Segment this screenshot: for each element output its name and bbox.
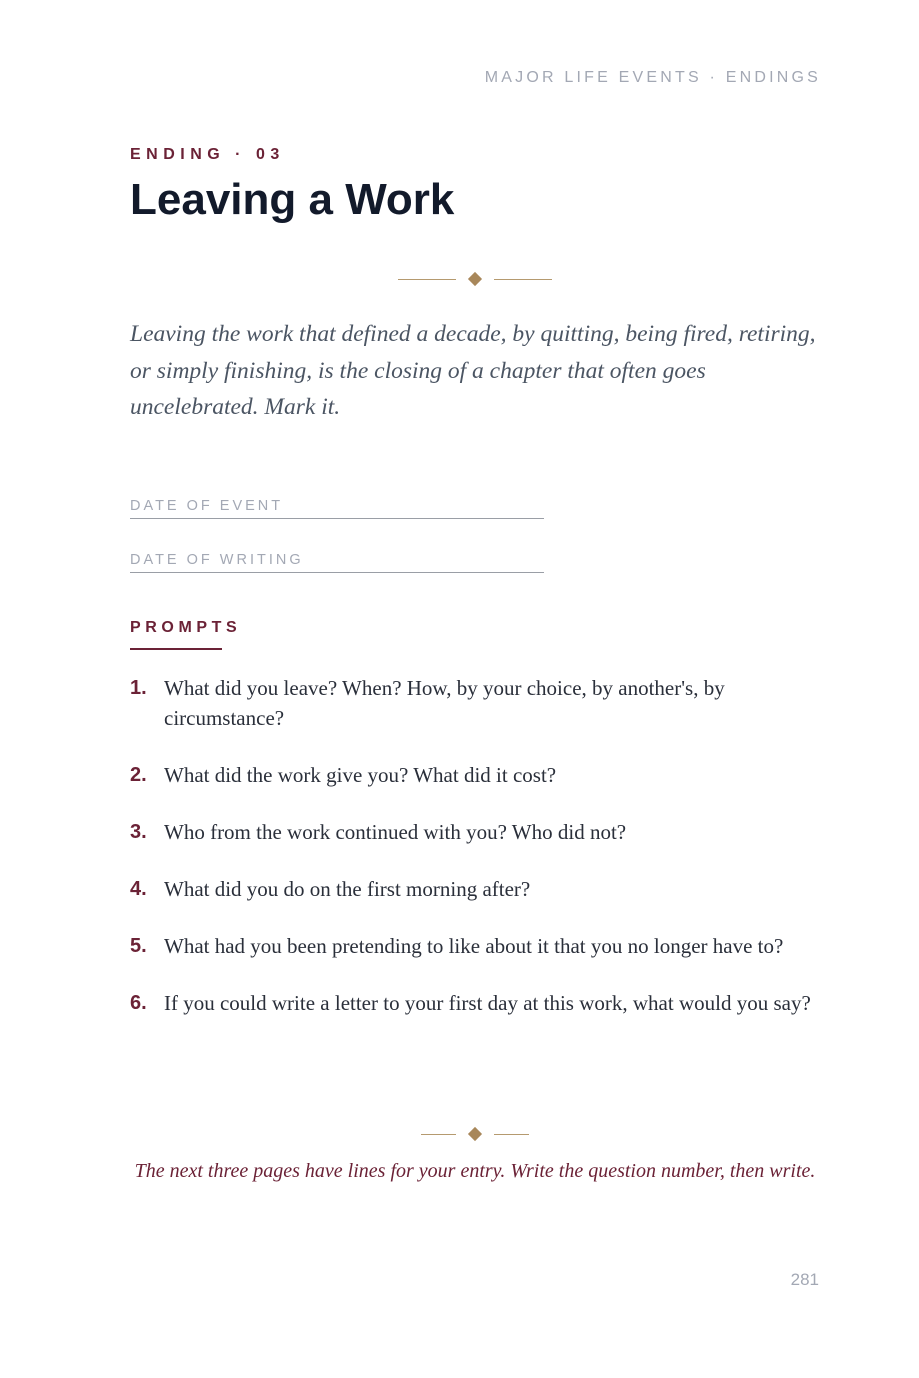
page-title: Leaving a Work: [130, 175, 455, 224]
prompt-number: 4.: [130, 878, 147, 900]
prompt-text: What did you do on the first morning after?: [164, 877, 531, 901]
prompt-text: What had you been pretending to like about it that you no longer have to?: [164, 934, 784, 958]
prompt-number: 5.: [130, 935, 147, 957]
prompt-text: Who from the work continued with you? Who did not?: [164, 820, 627, 844]
divider-ornament-top: [398, 273, 552, 287]
running-head: MAJOR LIFE EVENTS · ENDINGS: [484, 69, 821, 86]
diamond-icon: [468, 1127, 482, 1141]
prompt-number: 3.: [130, 821, 147, 843]
divider-line: [494, 1134, 529, 1135]
prompts-heading: PROMPTS: [130, 619, 242, 636]
prompt-text: What did you leave? When? How, by your choice, by another's, by circumstance?: [164, 676, 725, 730]
intro-paragraph: Leaving the work that defined a decade, by quitting, being fired, retiring, or simply finishing, is the closing of a chapter that often goes uncelebrated. Mark it.: [130, 321, 816, 420]
entry-kicker: ENDING · 03: [130, 146, 285, 163]
prompt-number: 2.: [130, 764, 147, 786]
date-of-writing-label: DATE OF WRITING: [130, 552, 304, 568]
closing-instruction: The next three pages have lines for your entry. Write the question number, then write.: [134, 1160, 816, 1182]
page-number: 281: [790, 1270, 819, 1289]
divider-line: [398, 279, 456, 280]
prompt-number: 1.: [130, 677, 147, 699]
prompt-text: If you could write a letter to your first day at this work, what would you say?: [164, 991, 811, 1015]
date-of-event-label: DATE OF EVENT: [130, 498, 284, 514]
date-of-event-field[interactable]: [130, 498, 544, 519]
diamond-icon: [468, 272, 482, 286]
divider-line: [421, 1134, 456, 1135]
divider-ornament-bottom: [421, 1128, 529, 1142]
divider-line: [494, 279, 552, 280]
prompt-number: 6.: [130, 992, 147, 1014]
prompts-underline: [130, 648, 222, 650]
prompt-text: What did the work give you? What did it cost?: [164, 763, 557, 787]
date-of-writing-field[interactable]: [130, 552, 544, 573]
